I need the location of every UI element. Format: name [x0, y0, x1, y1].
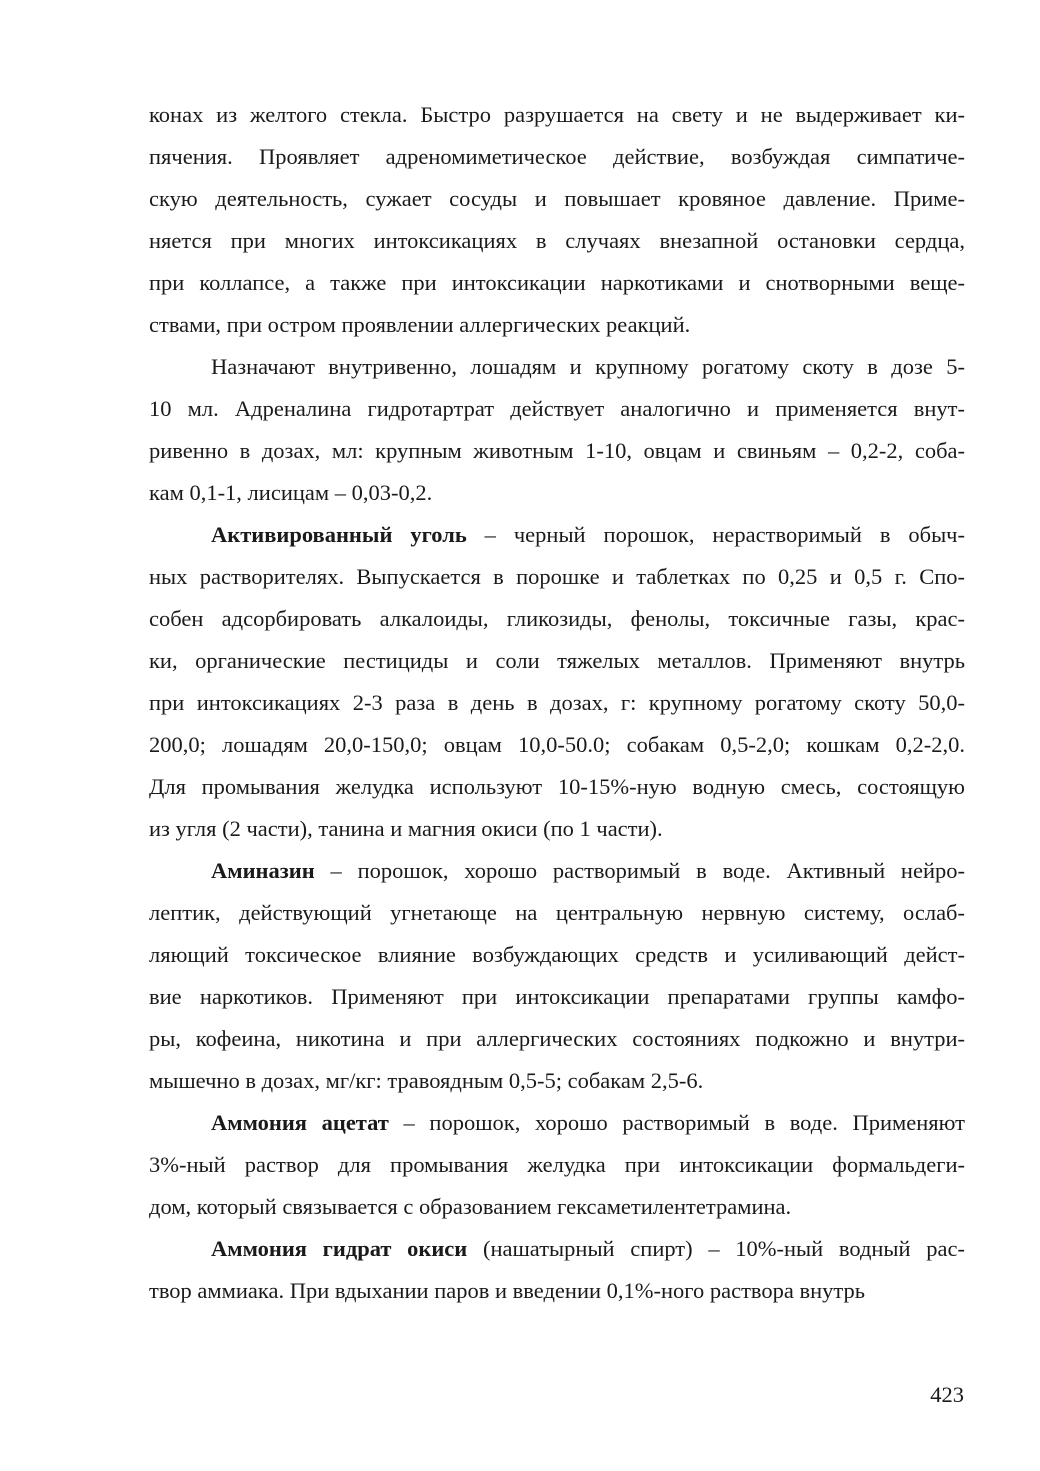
text-line: вие наркотиков. Применяют при интоксикации препаратами группы камфо-	[149, 984, 965, 1009]
text-line: из угля (2 части), танина и магния окиси (по 1 части).	[149, 816, 663, 841]
entry-first-line-text: – порошок, хорошо растворимый в воде. Активный нейро-	[314, 858, 965, 883]
text-line: 10 мл. Адреналина гидротартрат действует аналогично и применяется внут-	[149, 396, 965, 421]
entry-first-line-text: (нашатырный спирт) – 10%-ный водный рас-	[467, 1236, 965, 1261]
page-number: 423	[930, 1382, 964, 1407]
entry-first-line	[149, 1228, 965, 1270]
text-line: собен адсорбировать алкалоиды, гликозиды, фенолы, токсичные газы, крас-	[149, 606, 965, 631]
text-line: пячения. Проявляет адреномиметическое действие, возбуждая симпатиче-	[149, 144, 965, 169]
text-line: ных растворителях. Выпускается в порошке и таблетках по 0,25 и 0,5 г. Спо-	[149, 564, 965, 589]
entry-first-line-text: – порошок, хорошо растворимый в воде. Применяют	[388, 1110, 965, 1135]
text-line: мышечно в дозах, мг/кг: травоядным 0,5-5; собакам 2,5-6.	[149, 1068, 704, 1093]
entry-first-line	[149, 850, 965, 892]
text-line: кам 0,1-1, лисицам – 0,03-0,2.	[149, 480, 433, 505]
text-line: лептик, действующий угнетающе на центральную нервную систему, ослаб-	[149, 900, 965, 925]
text-line: скую деятельность, сужает сосуды и повышает кровяное давление. Приме-	[149, 186, 965, 211]
text-line: ры, кофеина, никотина и при аллергических состояниях подкожно и внутри-	[149, 1026, 965, 1051]
text-line: Для промывания желудка используют 10-15%-ную водную смесь, состоящую	[149, 774, 965, 799]
entry-term: Аммония ацетат	[211, 1110, 389, 1135]
entry-first-line	[149, 1102, 965, 1144]
text-line: няется при многих интоксикациях в случаях внезапной остановки сердца,	[149, 228, 965, 253]
entry-first-line	[149, 514, 965, 556]
text-line: Назначают внутривенно, лошадям и крупному рогатому скоту в дозе 5-	[211, 354, 965, 379]
text-line: при коллапсе, а также при интоксикации наркотиками и снотворными веще-	[149, 270, 965, 295]
entry-term: Аммония гидрат окиси	[211, 1236, 468, 1261]
text-line: твор аммиака. При вдыхании паров и введении 0,1%-ного раствора внутрь	[149, 1278, 866, 1303]
text-line: ляющий токсическое влияние возбуждающих средств и усиливающий дейст-	[149, 942, 965, 967]
text-line: 3%-ный раствор для промывания желудка при интоксикации формальдеги-	[149, 1152, 965, 1177]
text-line: конах из желтого стекла. Быстро разрушается на свету и не выдерживает ки-	[149, 102, 965, 127]
text-line: дом, который связывается с образованием гексаметилентетрамина.	[149, 1194, 792, 1219]
text-line: при интоксикациях 2-3 раза в день в дозах, г: крупному рогатому скоту 50,0-	[149, 690, 965, 715]
text-line: ствами, при остром проявлении аллергических реакций.	[149, 312, 691, 337]
text-line: ривенно в дозах, мл: крупным животным 1-10, овцам и свиньям – 0,2-2, соба-	[149, 438, 965, 463]
text-line: 200,0; лошадям 20,0-150,0; овцам 10,0-50.0; собакам 0,5-2,0; кошкам 0,2-2,0.	[149, 732, 965, 757]
body-text	[149, 94, 965, 1312]
entry-first-line-text: – черный порошок, нерастворимый в обыч-	[466, 522, 965, 547]
entry-term: Активированный уголь	[211, 522, 467, 547]
text-line: ки, органические пестициды и соли тяжелых металлов. Применяют внутрь	[149, 648, 965, 673]
entry-term: Аминазин	[211, 858, 315, 883]
